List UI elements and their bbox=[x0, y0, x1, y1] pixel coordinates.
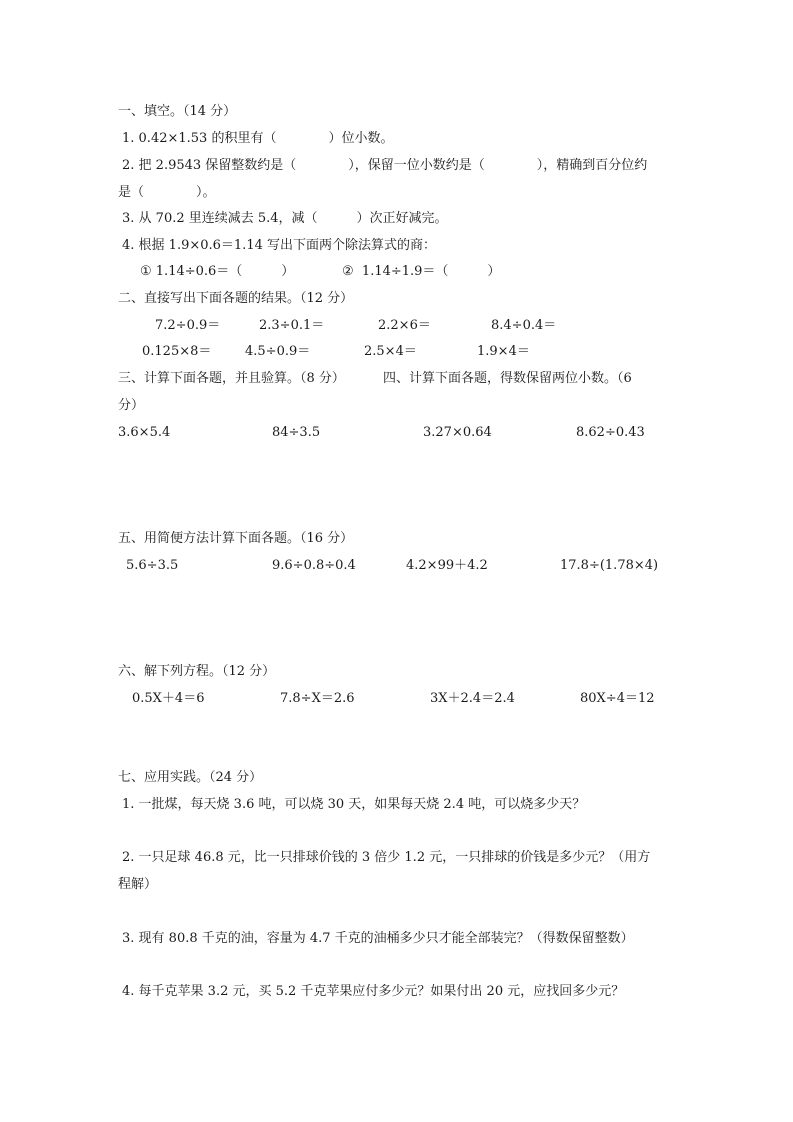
simplify-item: 5.6÷3.5 bbox=[126, 558, 179, 573]
calc-verify-row bbox=[0, 425, 793, 441]
calc-item: 84÷3.5 bbox=[272, 425, 321, 440]
section-4-title: 四、计算下面各题，得数保留两位小数。（6 bbox=[383, 371, 632, 386]
section-2-title: 二、直接写出下面各题的结果。（12 分） bbox=[118, 291, 354, 306]
oral-calc-item: 7.2÷0.9＝ bbox=[155, 318, 221, 333]
oral-calc-item: 8.4÷0.4＝ bbox=[491, 318, 557, 333]
oral-calc-row-2 bbox=[0, 344, 793, 360]
section-6-title: 六、解下列方程。（12 分） bbox=[118, 664, 276, 679]
oral-calc-item: 0.125×8＝ bbox=[142, 344, 212, 359]
question-7-2-cont: 程解） bbox=[118, 877, 158, 892]
oral-calc-item: 4.5÷0.9＝ bbox=[245, 344, 311, 359]
question-1-2: 2. 把 2.9543 保留整数约是（ ），保留一位小数约是（ ），精确到百分位约 bbox=[122, 158, 648, 173]
oral-calc-item: 2.5×4＝ bbox=[364, 344, 417, 359]
question-1-4-sub-2: ② 1.14÷1.9＝（ ） bbox=[342, 264, 501, 279]
section-5-title: 五、用简便方法计算下面各题。（16 分） bbox=[118, 531, 354, 546]
section-4-title-cont: 分） bbox=[118, 398, 145, 413]
oral-calc-row-1 bbox=[0, 318, 793, 334]
question-7-4: 4. 每千克苹果 3.2 元，买 5.2 千克苹果应付多少元？如果付出 20 元，应找回多少元？ bbox=[122, 984, 625, 999]
section-3-title: 三、计算下面各题，并且验算。（8 分） bbox=[118, 371, 345, 386]
equation-row bbox=[0, 691, 793, 707]
question-7-2: 2. 一只足球 46.8 元，比一只排球价钱的 3 倍少 1.2 元，一只排球的价钱是多少元？（用方 bbox=[122, 850, 651, 865]
question-1-3: 3. 从 70.2 里连续减去 5.4，减（ ）次正好减完。 bbox=[122, 211, 448, 226]
question-1-4: 4. 根据 1.9×0.6＝1.14 写出下面两个除法算式的商： bbox=[122, 238, 436, 253]
oral-calc-item: 2.3÷0.1＝ bbox=[259, 318, 325, 333]
question-1-4-sub-1: ① 1.14÷0.6＝（ ） bbox=[140, 264, 295, 279]
question-7-3: 3. 现有 80.8 千克的油，容量为 4.7 千克的油桶多少只才能全部装完？（得数保留整数） bbox=[122, 931, 634, 946]
oral-calc-item: 1.9×4＝ bbox=[477, 344, 530, 359]
question-7-1: 1. 一批煤，每天烧 3.6 吨，可以烧 30 天，如果每天烧 2.4 吨，可以烧多少天？ bbox=[122, 797, 586, 812]
calc-item: 8.62÷0.43 bbox=[576, 425, 645, 440]
calc-item: 3.6×5.4 bbox=[118, 425, 171, 440]
question-1-1: 1. 0.42×1.53 的积里有（ ）位小数。 bbox=[122, 131, 394, 146]
calc-item: 3.27×0.64 bbox=[423, 425, 492, 440]
equation-item: 0.5X＋4＝6 bbox=[132, 691, 205, 706]
section-1-title: 一、填空。（14 分） bbox=[118, 104, 237, 119]
simplify-item: 9.6÷0.8÷0.4 bbox=[272, 558, 356, 573]
oral-calc-item: 2.2×6＝ bbox=[378, 318, 431, 333]
equation-item: 80X÷4＝12 bbox=[580, 691, 655, 706]
simplify-calc-row bbox=[0, 558, 793, 574]
section-7-title: 七、应用实践。（24 分） bbox=[118, 770, 263, 785]
question-1-2-cont: 是（ ）。 bbox=[118, 185, 216, 200]
equation-item: 7.8÷X＝2.6 bbox=[280, 691, 355, 706]
simplify-item: 4.2×99＋4.2 bbox=[406, 558, 488, 573]
equation-item: 3X＋2.4＝2.4 bbox=[430, 691, 515, 706]
simplify-item: 17.8÷(1.78×4) bbox=[560, 558, 659, 573]
